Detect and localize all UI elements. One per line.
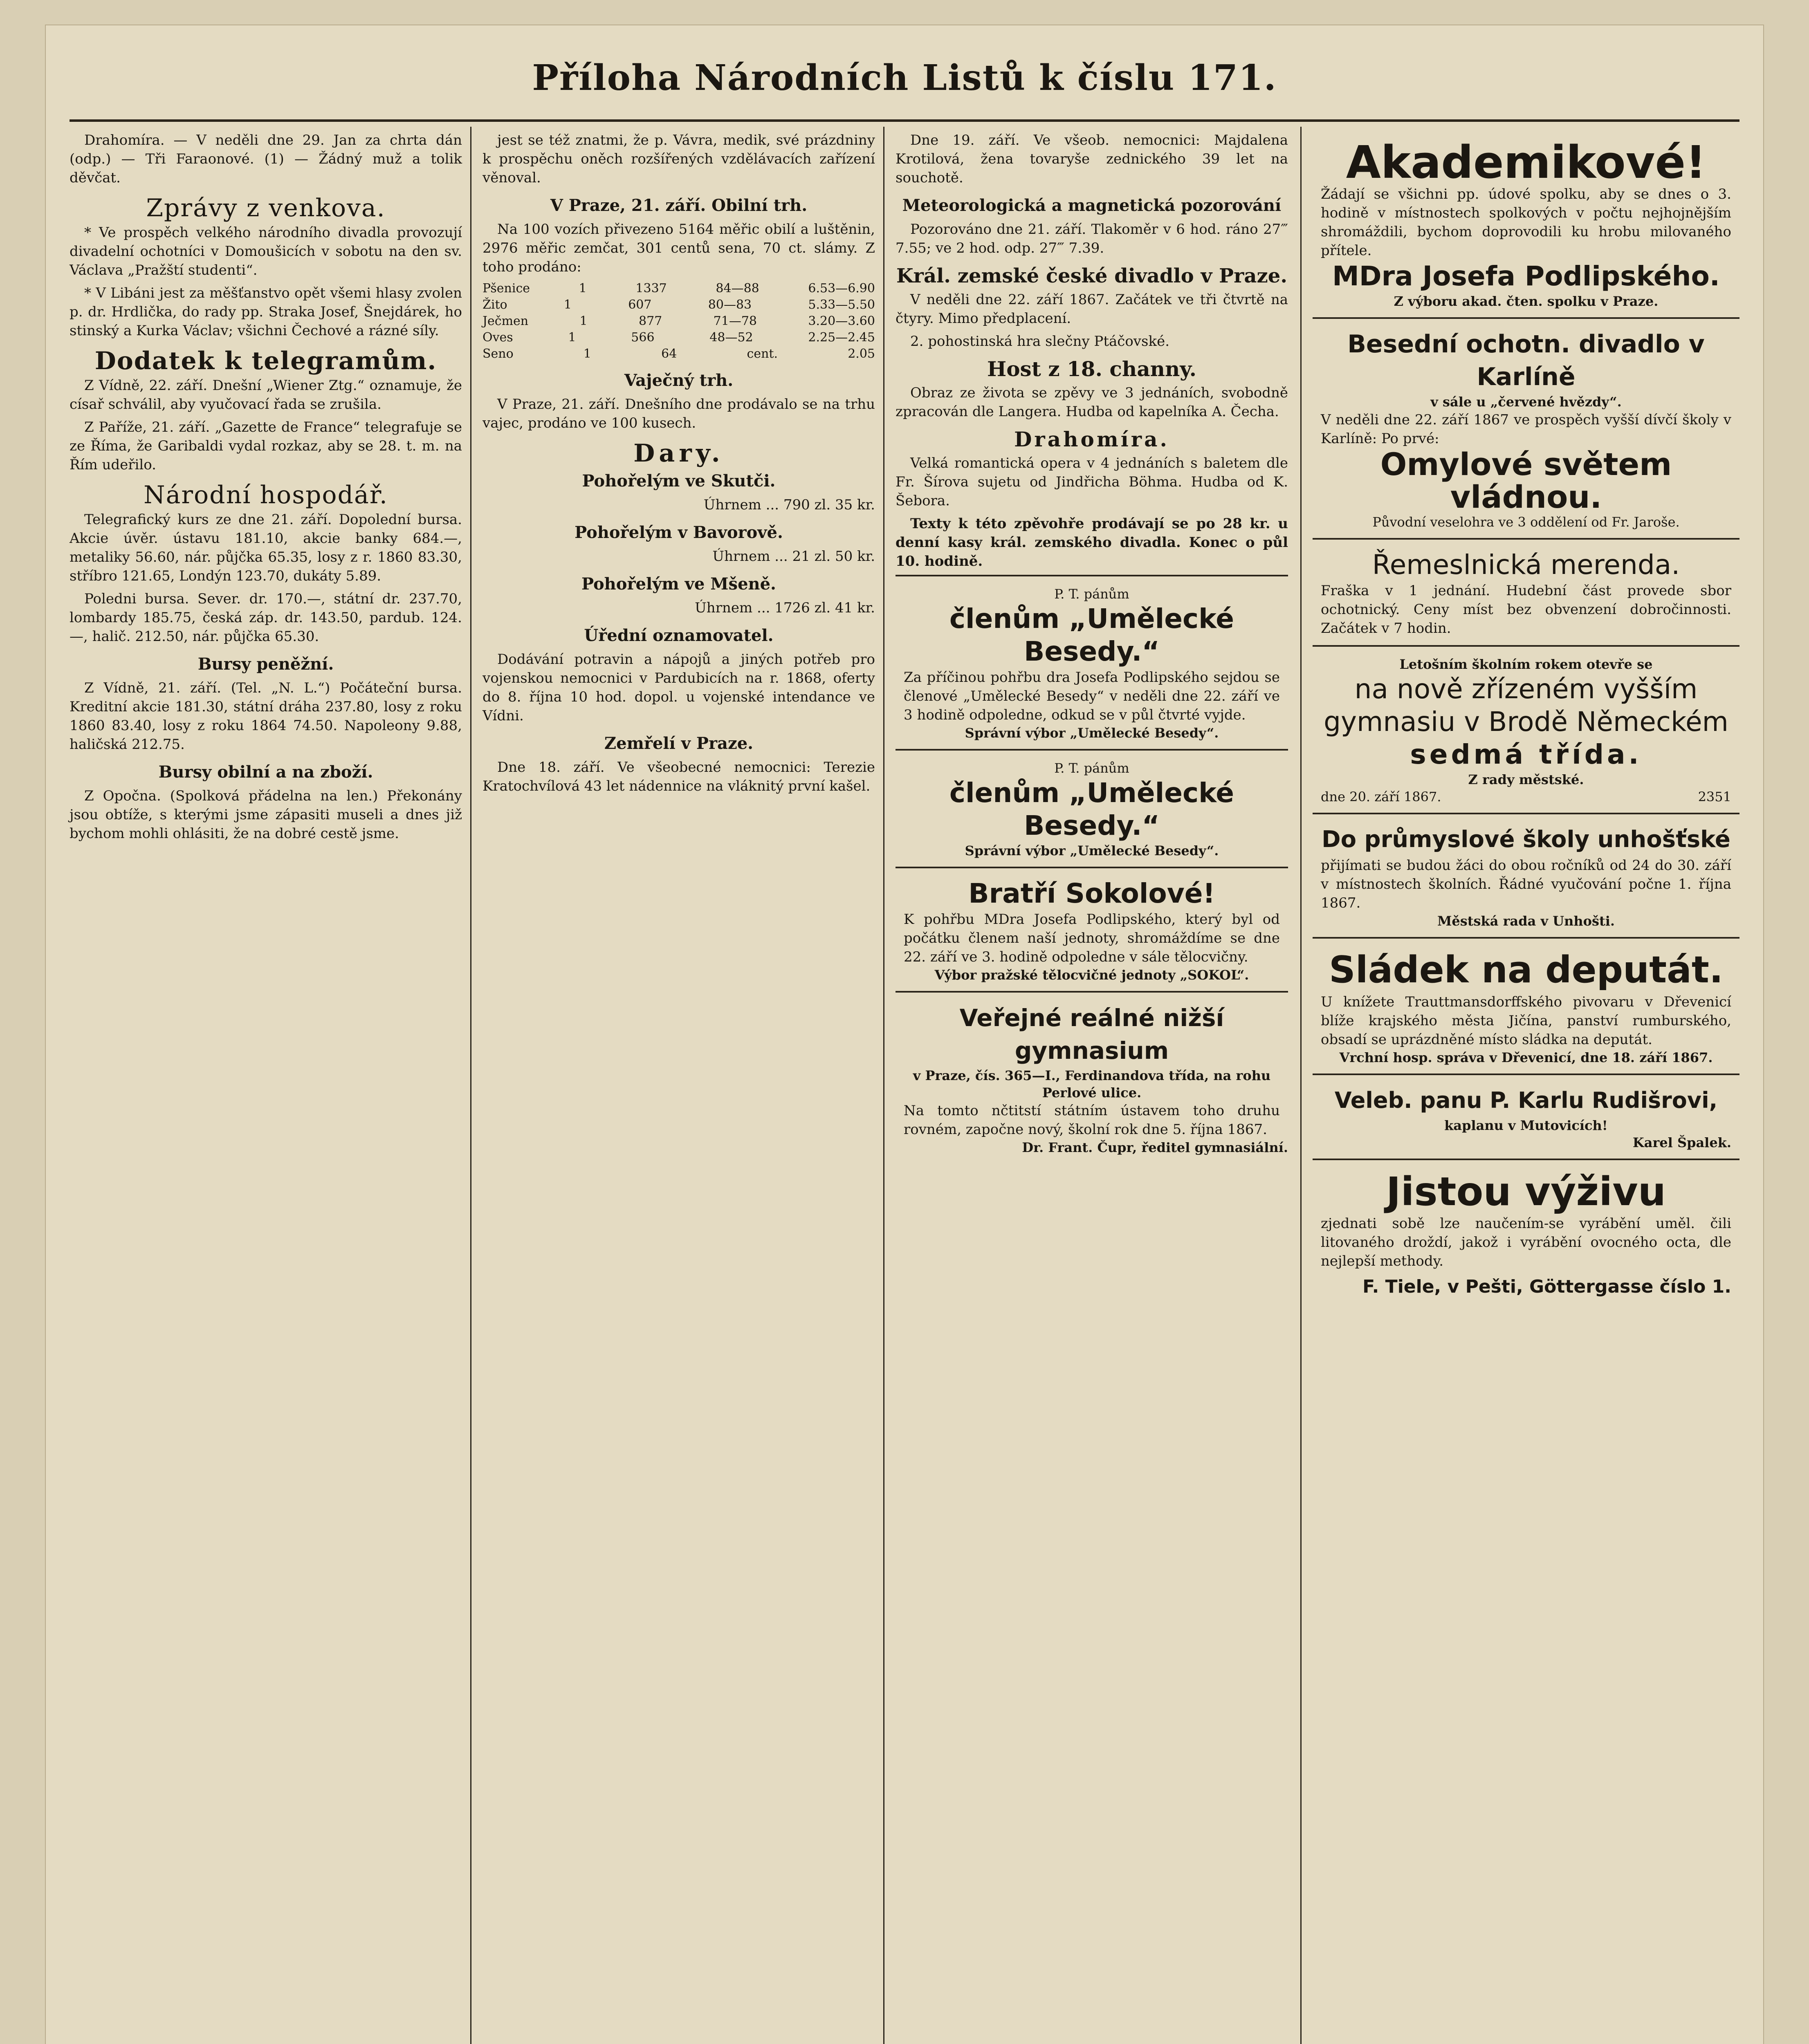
market-cell: 84—88 (716, 281, 759, 296)
ad-title: Do průmyslové školy unhošťské (1322, 826, 1730, 853)
ad-head: Letošním školním rokem otevře se (1399, 657, 1653, 672)
section-title: Dary. (633, 439, 724, 468)
advertisement (1313, 1074, 1739, 1159)
market-cell: Oves (483, 330, 513, 345)
ad-signature: Z rady městské. (1468, 772, 1584, 787)
ad-body: přijímati se budou žáci do obou ročníků od 24 do 30. září v místnostech školních. Řádné vyučování počne 1. října 1867. (1321, 857, 1731, 911)
ad-title: členům „Umělecké Besedy.“ (949, 777, 1234, 841)
section-title: Bursy peněžní. (198, 654, 334, 674)
paragraph: Na 100 vozích přivezeno 5164 měřic obilí a luštěnin, 2976 měřic zemčat, 301 centů sena, 70 ct. slámy. Z toho prodáno: (483, 221, 875, 275)
paragraph: Telegrafický kurs ze dne 21. září. Dopolední bursa. Akcie úvěr. ústavu 181.10, akcie banky 684.—, metaliky 56.60, nár. půjčka 65.35, losy z r. 1860 83.30, stříbro 121.65, Londýn 123.70, dukáty 5.89. (70, 511, 462, 584)
ad-footer (1313, 788, 1739, 805)
ad-body: Na tomto nčtitstí státním ústavem toho druhu rovném, započne nový, školní rok dne 5. října 1867. (904, 1103, 1280, 1138)
ad-body: V neděli dne 22. září 1867 ve prospěch vyšší dívčí školy v Karlíně: Po prvé: (1321, 412, 1731, 447)
ad-signature: Správní výbor „Umělecké Besedy“. (965, 725, 1219, 741)
mid-left-column (483, 131, 875, 800)
paragraph: Velká romantická opera v 4 jednáních s baletem dle Fr. Šírova sujetu od Jindřicha Böhma. Hudba od K. Šebora. (896, 455, 1288, 509)
market-cell: 1337 (635, 281, 667, 296)
market-row (483, 329, 875, 346)
market-cell: 607 (628, 298, 652, 312)
market-cell: 1 (563, 298, 572, 312)
ad-body: K pohřbu MDra Josefa Podlipského, který byl od počátku členem naší jednoty, shromáždíme se dne 22. září ve 3. hodině odpoledne v sále tělocvičny. (904, 911, 1280, 965)
ad-title: Bratří Sokolové! (968, 878, 1215, 909)
ad-signature: Vrchní hosp. správa v Dřevenicí, dne 18. září 1867. (1339, 1050, 1713, 1065)
advertisement (1313, 813, 1739, 937)
market-cell: 80—83 (708, 298, 752, 312)
market-row (483, 280, 875, 297)
market-cell: 1 (579, 281, 587, 296)
ad-signature: Dr. Frant. Čupr, ředitel gymnasiální. (1022, 1140, 1288, 1155)
market-cell: Seno (483, 347, 514, 361)
ad-body: Za příčinou pohřbu dra Josefa Podlipského sejdou se členové „Umělecké Besedy“ v neděli dne 22. září ve 3 hodině odpoledne, odkud se v půl čtvrté vyjde. (904, 669, 1280, 723)
total-line: Úhrnem ... 790 zl. 35 kr. (703, 497, 875, 513)
section-title: Zprávy z venkova. (146, 194, 386, 222)
ad-signature: Karel Špalek. (1632, 1135, 1731, 1150)
market-cell: 1 (583, 347, 591, 361)
market-cell: 6.53—6.90 (808, 281, 875, 296)
paragraph: Dne 18. září. Ve všeobecné nemocnici: Terezie Kratochvílová 43 let nádennice na vláknitý první kašel. (483, 759, 875, 794)
market-cell: 2.05 (848, 347, 875, 361)
market-cell: 2.25—2.45 (808, 330, 875, 345)
advertisement (1313, 1159, 1739, 1311)
ad-body: Žádají se všichni pp. údové spolku, aby se dnes o 3. hodině v místnostech spolkových v počtu nejhojnějším shromáždili, bychom doprovodili ku hrobu milovaného přítele. (1321, 186, 1731, 259)
ad-number: 2351 (1698, 789, 1731, 805)
section-title: Vaječný trh. (624, 371, 734, 390)
paragraph: * Ve prospěch velkého národního divadla provozují divadelní ochotníci v Domoušicích v sobotu na den sv. Václava „Pražští studenti“. (70, 224, 462, 278)
section-title: Meteorologická a magnetická pozorování (902, 196, 1282, 215)
ad-subtitle: kaplanu v Mutovicích! (1444, 1118, 1608, 1133)
market-row (483, 297, 875, 313)
paragraph: Z Opočna. (Spolková přádelna na len.) Překonány jsou obtíže, s kterými jsme zápasiti museli a dnes již bychom mohli ohlásiti, že na dobré cestě jsme. (70, 788, 462, 842)
total-line: Úhrnem ... 1726 zl. 41 kr. (695, 600, 875, 616)
market-cell: 1 (579, 314, 588, 328)
market-cell: 48—52 (709, 330, 753, 345)
advertisement (896, 991, 1288, 1163)
masthead-rule (70, 119, 1739, 122)
advertisement (1313, 937, 1739, 1074)
market-cell: 5.33—5.50 (808, 298, 875, 312)
section-title: Národní hospodář. (144, 481, 388, 509)
column-divider (883, 127, 884, 2044)
paragraph: 2. pohostinská hra slečny Ptáčovské. (910, 333, 1169, 350)
play-title: Host z 18. channy. (987, 357, 1197, 381)
section-title: V Praze, 21. září. Obilní trh. (550, 196, 808, 215)
paragraph: Texty k této zpěvohře prodávají se po 28 kr. u denní kasy král. zemského divadla. Konec o půl 10. hodině. (896, 515, 1288, 569)
left-column (70, 131, 462, 847)
paragraph: V Praze, 21. září. Dnešního dne prodávalo se na trhu vajec, prodáno ve 100 kusech. (483, 396, 875, 431)
section-title: Král. zemské české divadlo v Praze. (896, 264, 1288, 287)
ad-title: Sládek na deputát. (1329, 948, 1724, 991)
market-cell: cent. (747, 347, 778, 361)
ad-signature: Výbor pražské tělocvičné jednoty „SOKOL“. (934, 967, 1249, 983)
ad-title: členům „Umělecké Besedy.“ (949, 603, 1234, 667)
total-line: Úhrnem ... 21 zl. 50 kr. (712, 548, 875, 565)
section-title: Úřední oznamovatel. (584, 626, 774, 645)
market-cell: Pšenice (483, 281, 530, 296)
masthead: Příloha Národních Listů k číslu 171. (532, 57, 1277, 99)
section-title: Bursy obilní a na zboží. (158, 762, 373, 782)
column-divider (1300, 127, 1302, 2044)
paragraph: Z Paříže, 21. září. „Gazette de France“ telegrafuje se ze Říma, že Garibaldi vydal rozkaz, aby se 28. t. m. na Řím udeřilo. (70, 419, 462, 473)
ad-name: MDra Josefa Podlipského. (1332, 260, 1720, 292)
intro-text: Drahomíra. — V neděli dne 29. Jan za chrta dán (odp.) — Tři Faraonové. (1) — Žádný muž a tolik děvčat. (70, 132, 462, 186)
ad-title: Jistou výživu (1386, 1169, 1666, 1215)
ad-title: Akademikové! (1346, 136, 1706, 188)
ad-title: Veleb. panu P. Karlu Rudišrovi, (1334, 1087, 1718, 1113)
market-cell: 3.20—3.60 (808, 314, 875, 328)
ad-signature: Městská rada v Unhošti. (1437, 913, 1615, 929)
newspaper-page (45, 25, 1764, 2044)
subsection-title: Pohořelým ve Skutči. (582, 471, 776, 491)
section-title: Zemřelí v Praze. (604, 734, 754, 753)
paragraph: jest se též znatmi, že p. Vávra, medik, své prázdniny k prospěchu oněch rozšířených vzdělávacích zařízení věnoval. (483, 132, 875, 186)
ad-head: P. T. pánům (1054, 586, 1129, 602)
ad-title: Veřejné reálné nižší gymnasium (959, 1004, 1224, 1065)
ad-signature: Z výboru akad. čten. spolku v Praze. (1394, 294, 1659, 309)
ad-body: zjednati sobě lze naučením-se vyrábění uměl. čili litovaného droždí, jakož i vyrábění ovocného octa, dle nejlepší methody. (1321, 1215, 1731, 1269)
advertisement (896, 749, 1288, 867)
market-cell: Ječmen (483, 314, 529, 328)
advertisement (896, 867, 1288, 991)
advertisement (896, 575, 1288, 749)
subsection-title: Pohořelým v Bavorově. (575, 523, 783, 542)
market-cell: Žito (483, 298, 507, 312)
right-column (1313, 131, 1739, 1311)
subsection-title: Pohořelým ve Mšeně. (581, 574, 776, 594)
paragraph: Obraz ze života se zpěvy ve 3 jednáních, svobodně zpracován dle Langera. Hudba od kapelníka A. Čecha. (896, 385, 1288, 420)
ad-title: Besední ochotn. divadlo v Karlíně (1347, 330, 1705, 391)
section-title: Dodatek k telegramům. (94, 347, 437, 375)
paragraph: Poledni bursa. Sever. dr. 170.—, státní dr. 237.70, lombardy 185.75, česká záp. dr. 143.50, pardub. 124.—, halič. 212.50, nár. půjčka 65.30. (70, 591, 462, 645)
ad-body: Fraška v 1 jednání. Hudební část provede sbor ochotnický. Ceny míst bez obvenzení dobročinnosti. Začátek v 7 hodin. (1321, 583, 1731, 637)
ad-signature: Správní výbor „Umělecké Besedy“. (965, 843, 1219, 858)
paragraph: * V Libáni jest za měšťanstvo opět všemi hlasy zvolen p. dr. Hrdlička, do rady pp. Straka Josef, Šnejdárek, ho stinský a Kurka Václav; všichni Čechové a rázné síly. (70, 285, 462, 339)
ad-head: P. T. pánům (1054, 760, 1129, 776)
advertisement (1313, 317, 1739, 538)
ad-subtitle: v sále u „červené hvězdy“. (1430, 394, 1622, 410)
advertisement (1313, 645, 1739, 813)
ad-title: na nově zřízeném vyšším gymnasiu v Brodě Německém (1324, 673, 1728, 737)
market-row (483, 313, 875, 329)
ad-subtitle: sedmá třída. (1410, 739, 1642, 770)
paragraph: Z Vídně, 21. září. (Tel. „N. L.“) Počáteční bursa. Kreditní akcie 181.30, státní dráha 237.80, losy z roku 1860 83.40, losy z roku 1864 74.50. Napoleony 9.88, haličská 212.75. (70, 680, 462, 753)
market-cell: 64 (661, 347, 677, 361)
ad-title: Řemeslnická merenda. (1372, 549, 1680, 580)
paragraph: V neděli dne 22. září 1867. Začátek ve tři čtvrtě na čtyry. Mimo předplacení. (896, 291, 1288, 327)
market-cell: 877 (638, 314, 662, 328)
market-table (483, 280, 875, 362)
advertisement (1313, 538, 1739, 645)
ad-date: dne 20. září 1867. (1321, 789, 1441, 805)
paragraph: Z Vídně, 22. září. Dnešní „Wiener Ztg.“ oznamuje, že císař schválil, aby vyučovací řada se zrušila. (70, 377, 462, 412)
paragraph: Dne 19. září. Ve všeob. nemocnici: Majdalena Krotilová, žena tovaryše zednického 39 let na souchotě. (896, 132, 1288, 186)
advertisement (1313, 131, 1739, 317)
paragraph: Pozorováno dne 21. září. Tlakoměr v 6 hod. ráno 27‴ 7.55; ve 2 hod. odp. 27‴ 7.39. (896, 221, 1288, 256)
market-cell: 71—78 (713, 314, 757, 328)
market-cell: 566 (631, 330, 655, 345)
mid-right-column (896, 131, 1288, 1163)
ad-body: U knížete Trauttmansdorffského pivovaru v Dřevenicí blíže krajského města Jičína, panství rumburského, obsadí se uprázdněné místo sládka na deputát. (1321, 994, 1731, 1048)
ad-note: Původní veselohra ve 3 oddělení od Fr. Jaroše. (1372, 514, 1680, 530)
market-row (483, 346, 875, 362)
ad-play: Omylové světem vládnou. (1380, 446, 1672, 515)
paragraph: Dodávání potravin a nápojů a jiných potřeb pro vojenskou nemocnici v Pardubicích na r. 1868, oferty do 8. října 10 hod. dopol. u vojenské intendance ve Vídni. (483, 651, 875, 724)
play-title: Drahomíra. (1014, 427, 1169, 451)
ad-signature: F. Tiele, v Pešti, Göttergasse číslo 1. (1362, 1276, 1731, 1297)
ad-subtitle: v Praze, čís. 365—I., Ferdinandova třída, na rohu Perlové ulice. (913, 1068, 1271, 1100)
column-divider (470, 127, 471, 2044)
market-cell: 1 (568, 330, 576, 345)
